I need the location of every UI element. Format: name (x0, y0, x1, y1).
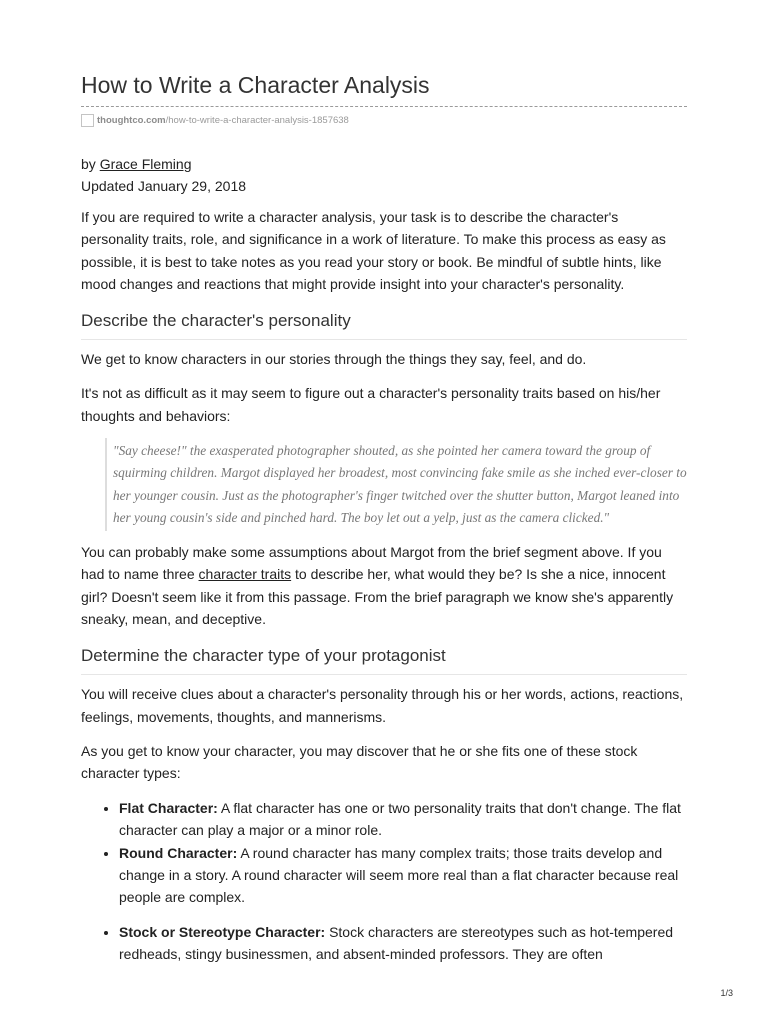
example-quote: "Say cheese!" the exasperated photographer shouted, as she pointed her camera toward the group of squirming children. Margot displayed her broadest, most convincing fake smile as she inched ever-closer to her younger cousin. Just as the photographer's finger twitched over the shutter button, Margot leaned into her young cousin's side and pinched hard. The boy let out a yelp, just as the camera clicked." (105, 438, 687, 531)
list-item: • Stock or Stereotype Character: Stock characters are stereotypes such as hot-tempered redheads, stingy businessmen, and absent-minded professors. They are often (119, 921, 687, 966)
paragraph: We get to know characters in our stories through the things they say, feel, and do. (81, 351, 587, 368)
paragraph: You will receive clues about a character's personality through his or her words, actions, reactions, feelings, movements, thoughts, and mannerisms. (81, 686, 684, 725)
list-item: • Round Character: A round character has many complex traits; those traits develop and change in a story. A round character will seem more real than a flat character because real people are complex. (119, 842, 687, 909)
character-traits-link[interactable]: character traits (198, 566, 292, 583)
favicon-icon (81, 114, 94, 127)
title-divider (81, 106, 687, 107)
list-item: • Flat Character: A flat character has one or two personality traits that don't change. The flat character can play a major or a minor role. (119, 797, 687, 842)
source-domain: thoughtco.com (97, 115, 166, 127)
intro-paragraph: If you are required to write a character analysis, your task is to describe the character's personality traits, role, and significance in a work of literature. To make this process as easy as possible, it is best to take notes as you read your story or book. Be mindful of subtle hints, like mood changes and reactions that might provide insight into your character's personality. (81, 209, 666, 293)
author-link[interactable]: Grace Fleming (99, 156, 192, 172)
source-path: /how-to-write-a-character-analysis-1857638 (165, 115, 349, 127)
page-number: 1/3 (720, 988, 733, 998)
page-title: How to Write a Character Analysis (81, 72, 430, 98)
paragraph: It's not as difficult as it may seem to figure out a character's personality traits based on his/her thoughts and behaviors: (81, 385, 661, 424)
character-type-list (81, 797, 687, 966)
article-meta (81, 153, 246, 197)
byline-prefix: by (81, 156, 100, 172)
paragraph: As you get to know your character, you may discover that he or she fits one of these stock character types: (81, 742, 638, 782)
updated-date: Updated January 29, 2018 (81, 178, 247, 194)
section-heading-character-type: Determine the character type of your protagonist (81, 645, 687, 675)
paragraph: You can probably make some assumptions about Margot from the brief segment above. If you had to name three character traits to describe her, what would they be? Is she a nice, innocent girl? Doesn't seem like it from this passage. From the brief paragraph we know she's apparently sneaky, mean, and deceptive. (81, 544, 674, 628)
byline (81, 153, 246, 175)
section-heading-personality: Describe the character's personality (81, 310, 687, 340)
source-url[interactable] (81, 114, 349, 127)
article-body (81, 206, 687, 966)
